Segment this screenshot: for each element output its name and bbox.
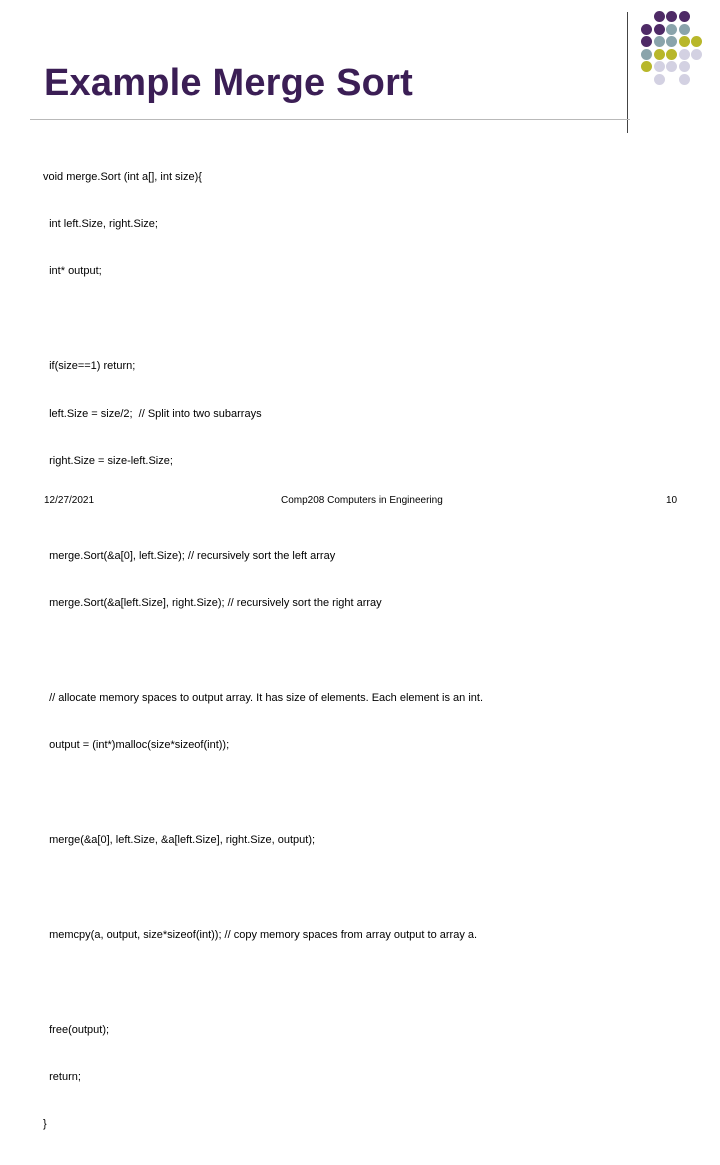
decorative-dot — [679, 24, 690, 35]
code-line — [43, 644, 483, 660]
decorative-dot — [654, 11, 665, 22]
code-line: void merge.Sort (int a[], int size){ — [43, 170, 202, 183]
decorative-dot — [654, 49, 665, 60]
code-line: merge.Sort(&a[left.Size], right.Size); // recursively sort the right array — [43, 597, 382, 610]
code-line: if(size==1) return; — [43, 360, 136, 373]
decorative-dot — [679, 74, 690, 85]
decorative-dot — [666, 36, 677, 47]
decorative-dot — [641, 36, 652, 47]
decorative-vertical-rule — [627, 12, 628, 133]
decorative-dot — [654, 36, 665, 47]
decorative-dot — [666, 61, 677, 72]
code-line: return; — [43, 1071, 81, 1084]
slide-title: Example Merge Sort — [44, 62, 413, 104]
footer-course-name: Comp208 Computers in Engineering — [281, 495, 443, 506]
decorative-dot — [679, 11, 690, 22]
code-line — [43, 975, 483, 991]
decorative-dot — [641, 24, 652, 35]
footer-page-number: 10 — [666, 495, 678, 506]
decorative-dot — [666, 49, 677, 60]
code-line — [43, 786, 483, 802]
code-line: int left.Size, right.Size; — [43, 217, 158, 230]
code-line — [43, 880, 483, 896]
decorative-dot — [679, 49, 690, 60]
decorative-dot — [654, 74, 665, 85]
code-line: memcpy(a, output, size*sizeof(int)); // copy memory spaces from array output to array a. — [43, 928, 478, 941]
code-line: } — [43, 1118, 47, 1131]
decorative-dot — [641, 61, 652, 72]
code-line — [43, 312, 483, 328]
code-block — [43, 138, 483, 1165]
decorative-dot — [641, 49, 652, 60]
decorative-dot — [691, 49, 702, 60]
code-line: free(output); — [43, 1023, 110, 1036]
decorative-dot — [654, 24, 665, 35]
footer-date: 12/27/2021 — [44, 495, 95, 506]
code-line: int* output; — [43, 265, 102, 278]
code-line: output = (int*)malloc(size*sizeof(int)); — [43, 739, 230, 752]
decorative-dot — [679, 36, 690, 47]
decorative-dot — [654, 61, 665, 72]
title-divider — [30, 119, 630, 120]
decorative-dot — [666, 11, 677, 22]
code-line: merge.Sort(&a[0], left.Size); // recursively sort the left array — [43, 549, 336, 562]
code-line: right.Size = size-left.Size; — [43, 454, 173, 467]
code-line: // allocate memory spaces to output array. It has size of elements. Each element is an int. — [43, 691, 484, 704]
code-line: left.Size = size/2; // Split into two subarrays — [43, 407, 262, 420]
decorative-dot — [691, 36, 702, 47]
decorative-dot — [666, 24, 677, 35]
decorative-dot — [679, 61, 690, 72]
code-line: merge(&a[0], left.Size, &a[left.Size], right.Size, output); — [43, 834, 316, 847]
